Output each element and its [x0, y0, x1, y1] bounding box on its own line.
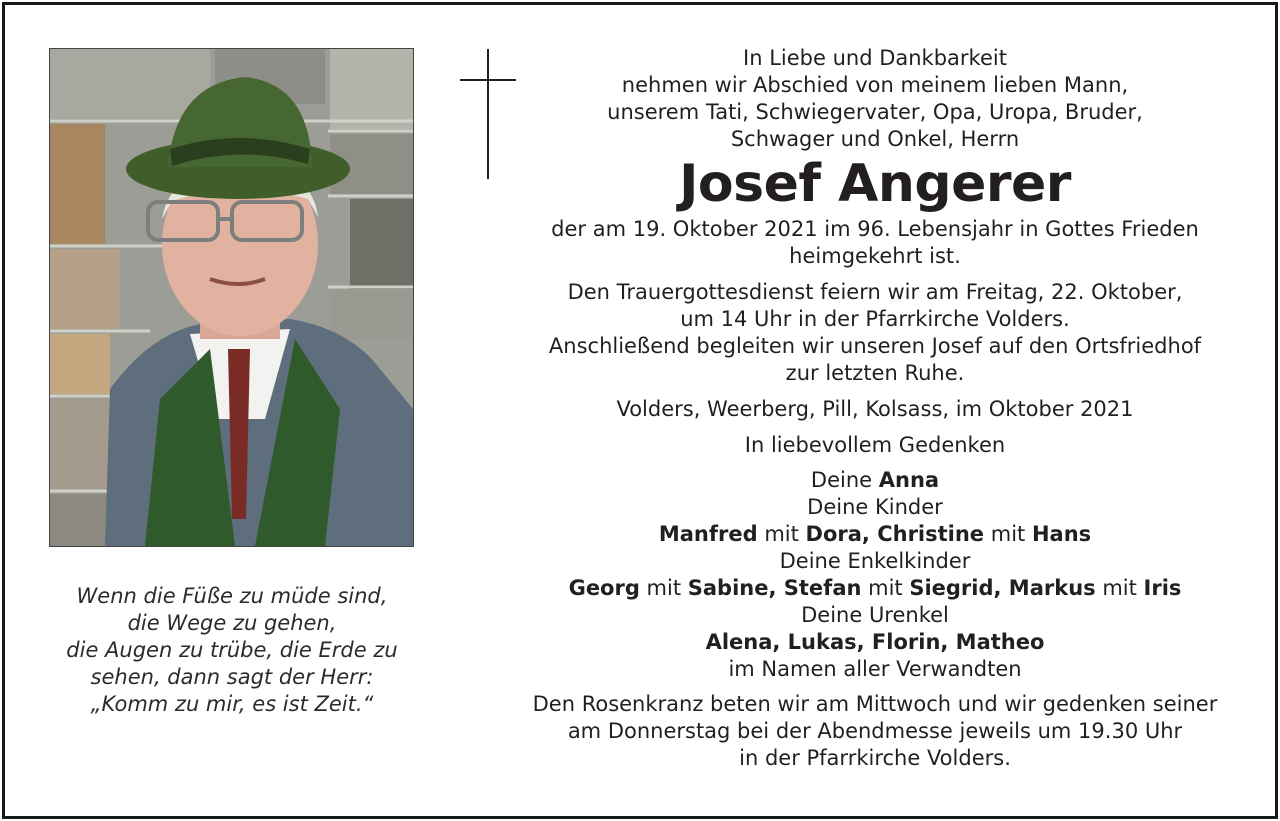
- memorial-verse: [49, 583, 415, 718]
- grandchild-name: Iris: [1143, 576, 1182, 600]
- place-date: Volders, Weerberg, Pill, Kolsass, im Oktober 2021: [616, 397, 1134, 421]
- rosary-line: Den Rosenkranz beten wir am Mittwoch und wir gedenken seiner: [532, 692, 1218, 716]
- intro-line: nehmen wir Abschied von meinem lieben Mann,: [621, 73, 1129, 97]
- deceased-name: Josef Angerer: [679, 154, 1071, 214]
- connector: mit: [1095, 576, 1144, 600]
- wife-line: [475, 467, 1275, 494]
- child-partner: Dora, Christine: [805, 522, 985, 546]
- child-partner: Hans: [1031, 522, 1092, 546]
- verse-line: sehen, dann sagt der Herr:: [90, 665, 374, 689]
- obituary-card: [2, 2, 1278, 819]
- great-grandchildren-label: Deine Urenkel: [801, 603, 949, 627]
- verse-line: die Wege zu gehen,: [127, 611, 337, 635]
- death-line: der am 19. Oktober 2021 im 96. Lebensjahr in Gottes Frieden: [551, 217, 1199, 241]
- service-line: Den Trauergottesdienst feiern wir am Freitag, 22. Oktober,: [567, 280, 1183, 304]
- connector: mit: [984, 522, 1032, 546]
- rosary-line: am Donnerstag bei der Abendmesse jeweils um 19.30 Uhr: [567, 719, 1183, 743]
- portrait-photo: [49, 48, 414, 547]
- intro-line: In Liebe und Dankbarkeit: [743, 46, 1007, 70]
- verse-line: Wenn die Füße zu müde sind,: [76, 584, 388, 608]
- wife-name: Anna: [878, 468, 940, 492]
- child-name: Manfred: [658, 522, 758, 546]
- service-line: um 14 Uhr in der Pfarrkirche Volders.: [680, 307, 1070, 331]
- great-grandchildren-names: Alena, Lukas, Florin, Matheo: [705, 630, 1045, 654]
- connector: mit: [861, 576, 910, 600]
- intro-line: unserem Tati, Schwiegervater, Opa, Uropa, Bruder,: [607, 100, 1143, 124]
- service-line: Anschließend begleiten wir unseren Josef auf den Ortsfriedhof: [548, 334, 1202, 358]
- rosary-line: in der Pfarrkirche Volders.: [739, 746, 1011, 770]
- connector: mit: [757, 522, 806, 546]
- service-line: zur letzten Ruhe.: [785, 361, 965, 385]
- verse-line: die Augen zu trübe, die Erde zu: [66, 638, 398, 662]
- death-line: heimgekehrt ist.: [789, 244, 961, 268]
- children-label: Deine Kinder: [807, 495, 943, 519]
- verse-line: „Komm zu mir, es ist Zeit.“: [90, 692, 374, 716]
- grandchild-name: Georg: [568, 576, 640, 600]
- grandchildren-label: Deine Enkelkinder: [779, 549, 971, 573]
- intro-line: Schwager und Onkel, Herrn: [730, 127, 1020, 151]
- portrait-image: [50, 49, 413, 546]
- wife-prefix: Deine: [810, 468, 873, 492]
- connector: mit: [639, 576, 688, 600]
- grandchildren-line: [475, 575, 1275, 602]
- grandchild-name: Siegrid, Markus: [909, 576, 1096, 600]
- great-grandchildren-line: [475, 629, 1275, 656]
- obituary-text: [475, 45, 1275, 772]
- memory-line: In liebevollem Gedenken: [744, 433, 1006, 457]
- grandchild-name: Sabine, Stefan: [687, 576, 862, 600]
- children-line: [475, 521, 1275, 548]
- relatives-line: im Namen aller Verwandten: [728, 657, 1022, 681]
